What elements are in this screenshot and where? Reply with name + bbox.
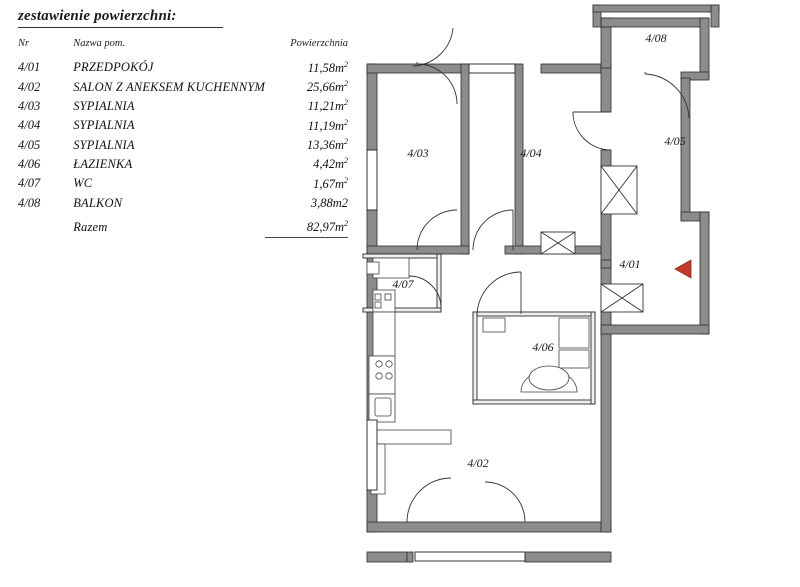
table-row <box>18 77 348 96</box>
column-header-nr: Nr <box>18 38 30 49</box>
area-schedule <box>18 8 348 238</box>
room-label-4-06: 4/06 <box>532 340 554 354</box>
row-area: $4,42m^2$ <box>313 156 348 172</box>
row-nr: 4/06 <box>18 156 41 171</box>
total-label: Razem <box>73 219 108 234</box>
table-row <box>18 58 348 77</box>
table-header-row <box>18 38 348 58</box>
row-name: PRZEDPOKÓJ <box>73 60 154 75</box>
row-nr: 4/05 <box>18 137 41 152</box>
row-name: ŁAZIENKA <box>73 156 133 171</box>
room-label-4-07: 4/07 <box>392 277 414 291</box>
table-row <box>18 193 348 212</box>
table-total-row <box>18 213 348 237</box>
total-spacer <box>18 213 73 237</box>
row-nr: 4/04 <box>18 118 41 133</box>
legend-title: zestawienie powierzchni: <box>18 8 177 24</box>
table-row <box>18 97 348 116</box>
room-label-4-05: 4/05 <box>664 134 686 148</box>
row-area: $11,19m^2$ <box>307 117 348 133</box>
table-row <box>18 116 348 135</box>
row-area: 3,88m2 <box>310 196 348 211</box>
door-swings <box>407 28 689 522</box>
room-label-4-08: 4/08 <box>645 31 667 45</box>
column-header-name: Nazwa pom. <box>73 38 126 49</box>
total-area: $82,97m^2$ <box>265 213 348 237</box>
row-name: SYPIALNIA <box>73 98 135 113</box>
row-area: $13,36m^2$ <box>306 136 348 153</box>
room-label-4-02: 4/02 <box>467 456 489 470</box>
shafts <box>541 166 643 312</box>
row-area: $11,58m^2$ <box>307 59 348 75</box>
column-header-area: Powierzchnia <box>290 38 348 49</box>
row-nr: 4/08 <box>18 195 41 210</box>
legend-title-underline <box>18 27 223 28</box>
area-schedule-table <box>18 38 348 238</box>
row-name: SALON Z ANEKSEM KUCHENNYM <box>73 79 266 94</box>
row-nr: 4/01 <box>18 60 41 75</box>
row-nr: 4/03 <box>18 98 41 113</box>
row-area: $1,67m^2$ <box>313 175 348 191</box>
table-row <box>18 135 348 154</box>
floor-plan <box>345 0 800 587</box>
row-name: BALKON <box>73 195 123 210</box>
entrance-arrow-icon <box>675 260 691 278</box>
room-label-4-01: 4/01 <box>619 257 641 271</box>
row-area: $25,66m^2$ <box>306 78 348 95</box>
row-name: SYPIALNIA <box>73 137 135 152</box>
row-nr: 4/07 <box>18 176 41 191</box>
room-label-4-03: 4/03 <box>407 146 429 160</box>
room-label-4-04: 4/04 <box>520 146 542 160</box>
table-row <box>18 174 348 193</box>
structural-walls <box>367 5 719 562</box>
table-row <box>18 155 348 174</box>
row-name: SYPIALNIA <box>73 118 135 133</box>
row-area: $11,21m^2$ <box>307 98 348 114</box>
row-nr: 4/02 <box>18 79 41 94</box>
row-name: WC <box>73 176 93 191</box>
